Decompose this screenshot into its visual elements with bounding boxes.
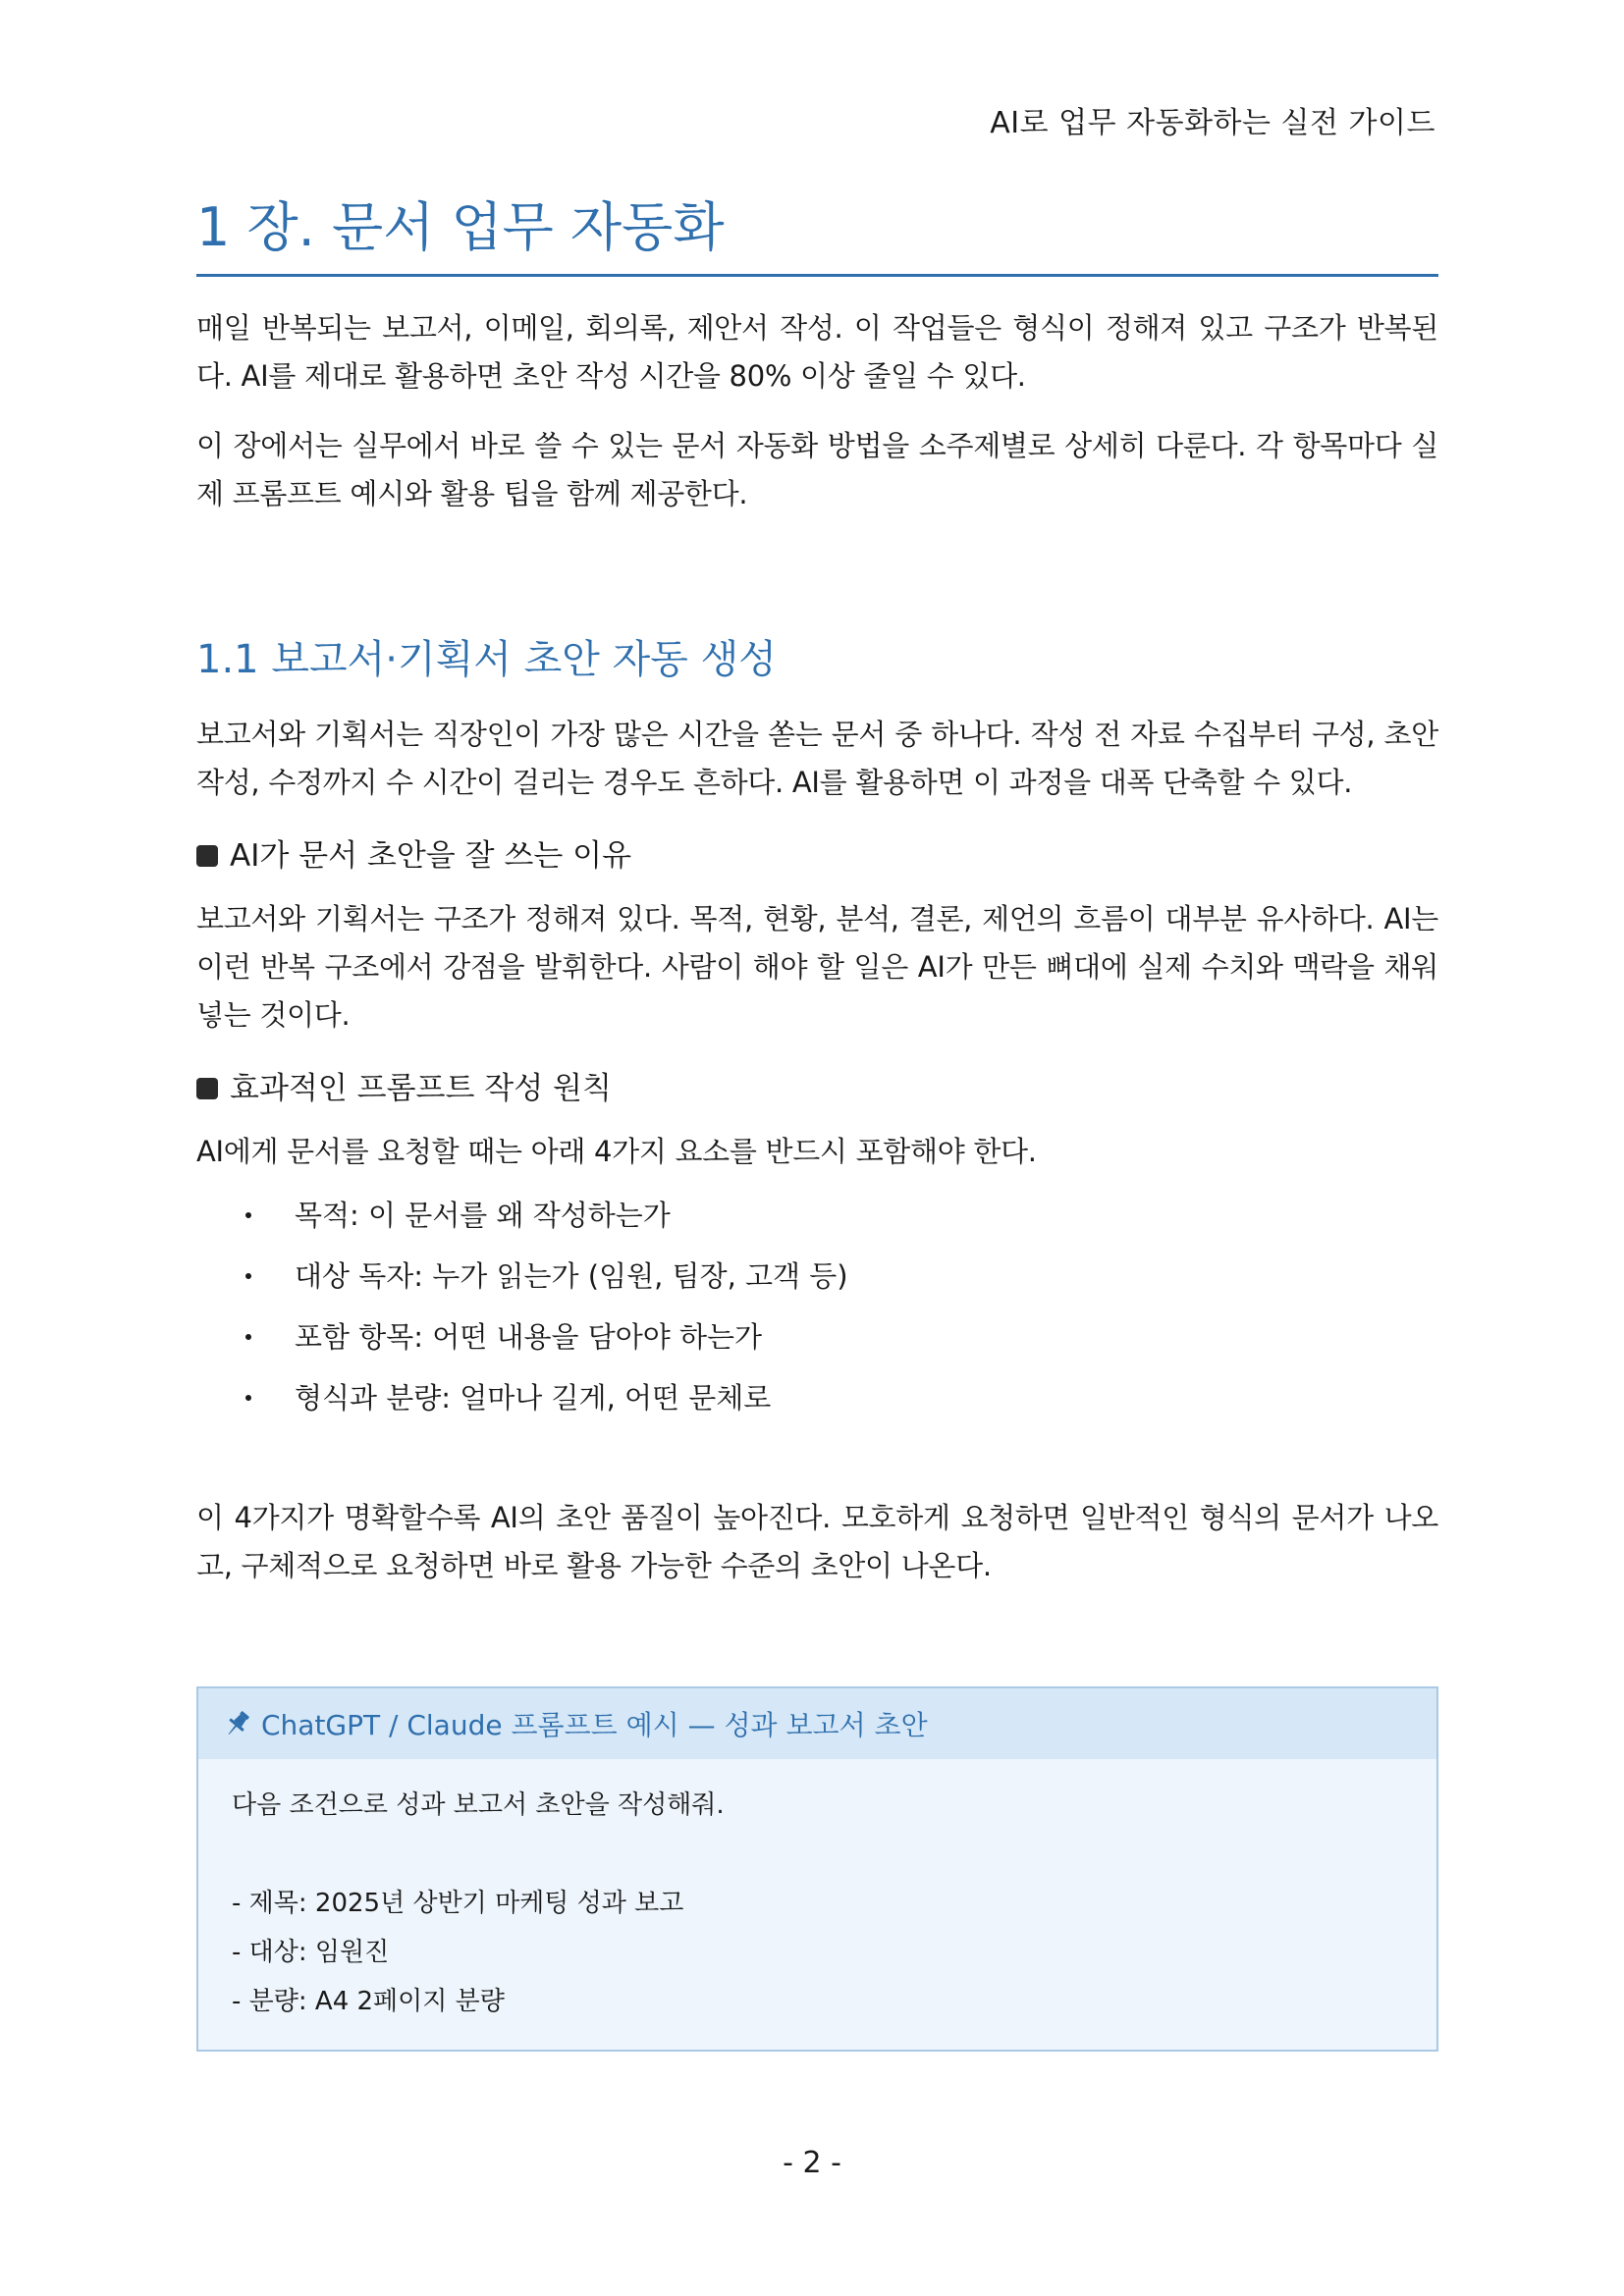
page-content — [196, 196, 1438, 2052]
subsection-paragraph: AI에게 문서를 요청할 때는 아래 4가지 요소를 반드시 포함해야 한다. — [196, 1135, 1037, 1169]
prompt-box-body — [198, 1759, 1436, 2050]
bullet-dot-icon — [245, 1395, 251, 1401]
subheading-prompt-principles — [196, 1069, 1438, 1108]
square-bullet-icon — [196, 1078, 218, 1099]
list-item: 목적: 이 문서를 왜 작성하는가 — [245, 1198, 1438, 1233]
subsection-paragraph: 보고서와 기획서는 구조가 정해져 있다. 목적, 현황, 분석, 결론, 제언의 흐름이 대부분 유사하다. AI는 이런 반복 구조에서 강점을 발휘한다. 사람이 해야 할 일은 AI가 만든 뼈대에 실제 수치와 맥락을 채워 넣는 것이다. — [196, 902, 1438, 1033]
chapter-intro-paragraph-2: 이 장에서는 실무에서 바로 쓸 수 있는 문서 자동화 방법을 소주제별로 상세히 다룬다. 각 항목마다 실제 프롬프트 예시와 활용 팁을 함께 제공한다. — [196, 428, 1438, 510]
list-item: 대상 독자: 누가 읽는가 (임원, 팀장, 고객 등) — [245, 1258, 1438, 1294]
prompt-line: - 대상: 임원진 — [232, 1938, 390, 1968]
subheading-why-ai — [196, 836, 1438, 876]
list-item: 형식과 분량: 얼마나 길게, 어떤 문체로 — [245, 1380, 1438, 1415]
prompt-line — [232, 1830, 1403, 1879]
prompt-example-box — [196, 1686, 1438, 2052]
square-bullet-icon — [196, 845, 218, 867]
subheading-label: 효과적인 프롬프트 작성 원칙 — [230, 1071, 612, 1107]
prompt-box-header — [198, 1688, 1436, 1759]
list-item: 포함 항목: 어떤 내용을 담아야 하는가 — [245, 1319, 1438, 1355]
prompt-box-title: ChatGPT / Claude 프롬프트 예시 — 성과 보고서 초안 — [261, 1709, 928, 1742]
prompt-line: - 분량: A4 2페이지 분량 — [232, 1987, 505, 2017]
bullet-list — [196, 1198, 1438, 1415]
bullet-dot-icon — [245, 1273, 251, 1279]
page-number: - 2 - — [783, 2146, 841, 2180]
section-intro-paragraph: 보고서와 기획서는 직장인이 가장 많은 시간을 쏟는 문서 중 하나다. 작성 전 자료 수집부터 구성, 초안 작성, 수정까지 수 시간이 걸리는 경우도 흔하다. AI를 활용하면 이 과정을 대폭 단축할 수 있다. — [196, 717, 1438, 799]
summary-paragraph: 이 4가지가 명확할수록 AI의 초안 품질이 높아진다. 모호하게 요청하면 일반적인 형식의 문서가 나오고, 구체적으로 요청하면 바로 활용 가능한 수준의 초안이 나온다. — [196, 1501, 1438, 1583]
bullet-dot-icon — [245, 1334, 251, 1340]
running-header: AI로 업무 자동화하는 실전 가이드 — [990, 106, 1435, 140]
bullet-dot-icon — [245, 1212, 251, 1218]
chapter-intro-paragraph-1: 매일 반복되는 보고서, 이메일, 회의록, 제안서 작성. 이 작업들은 형식이 정해져 있고 구조가 반복된다. AI를 제대로 활용하면 초안 작성 시간을 80% 이상 줄일 수 있다. — [196, 310, 1438, 393]
section-title: 1.1 보고서·기획서 초안 자동 생성 — [196, 636, 777, 682]
chapter-title: 1 장. 문서 업무 자동화 — [196, 196, 1438, 277]
prompt-line: 다음 조건으로 성과 보고서 초안을 작성해줘. — [232, 1790, 725, 1821]
subheading-label: AI가 문서 초안을 잘 쓰는 이유 — [230, 837, 632, 874]
pushpin-icon — [224, 1709, 251, 1738]
prompt-line: - 제목: 2025년 상반기 마케팅 성과 보고 — [232, 1889, 684, 1919]
